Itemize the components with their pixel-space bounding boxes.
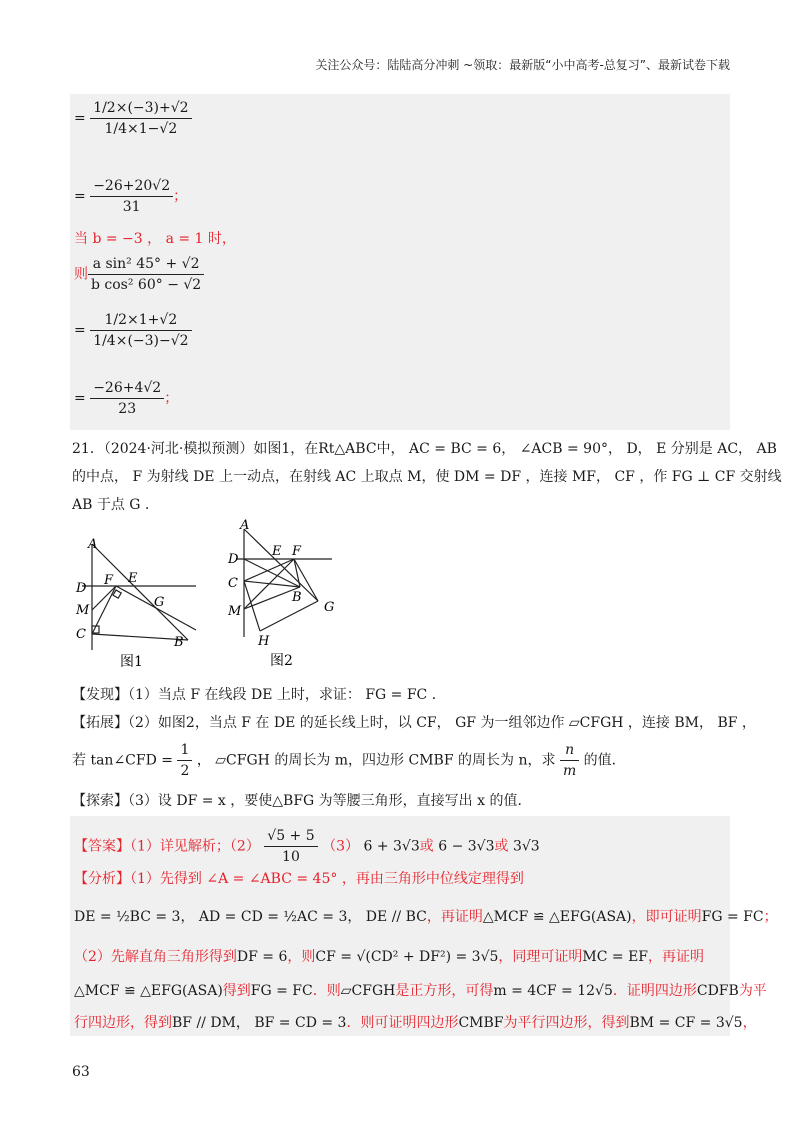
analysis-line-1: 【分析】（1）先得到 ∠A = ∠ABC = 45° ，再由三角形中位线定理得到 [74, 871, 524, 887]
fig1-right-angle-F [113, 590, 121, 598]
case-b-minus3: 当 b = −3 ， a = 1 时， [74, 231, 236, 247]
figure-2 [222, 515, 352, 670]
eq1: = $\frac{1/2\times(-3)+√2}{1/4\times 1-√2}$ [74, 98, 192, 139]
fig1-label-C: C [76, 627, 86, 642]
analysis-line-4: △MCF ≌ △EFG(ASA)得到FG = FC．则▱CFGH是正方形，可得m = 4CF = 12√5．证明四边形CDFB为平 [74, 983, 767, 999]
question-2b: 若 tan∠CFD = $\frac{1}{2}$ ， ▱CFGH 的周长为 m，四边形 CMBF 的周长为 n，求 $\frac{n}{m}$ 的值． [72, 742, 626, 779]
fig1-label-E: E [128, 571, 138, 586]
analysis-line-5: 行四边形，得到BF // DM， BF = CD = 3．则可证明四边形CMBF为平行四边形，得到BM = CF = 3√5， [74, 1015, 757, 1031]
fig1-label-B: B [174, 635, 184, 650]
fig2-label-G: G [324, 600, 335, 615]
eq3: = $\frac{1/2\times 1+√2}{1/4\times(-3)-√2}$ [74, 310, 192, 351]
fig1-label-G: G [154, 595, 165, 610]
question-1: 【发现】（1）当点 F 在线段 DE 上时，求证： FG = FC ． [72, 687, 446, 703]
fig2-label-H: H [258, 634, 270, 649]
fig2-line-DB [244, 559, 300, 587]
eq2: = $\frac{-26+20√2}{31}$ ； [74, 178, 188, 215]
analysis-line-2: DE = ½BC = 3， AD = CD = ½AC = 3， DE // BC，再证明△MCF ≌ △EFG(ASA)，即可证明FG = FC； [74, 909, 778, 925]
fig1-caption: 图1 [120, 654, 143, 670]
problem-line-2: 的中点， F 为射线 DE 上一动点，在射线 AC 上取点 M，使 DM = DF ，连接 MF， CF ，作 FG ⊥ CF 交射线 [72, 469, 782, 485]
answer-line: 【答案】（1）详见解析；（2） $\frac{√5 + 5}{10}$ （3） 6 + 3√3或 6 − 3√3或 3√3 [74, 828, 540, 865]
expr-line: 则 $\frac{\text{a sin² 45° + √2}}{\text{b cos² 60° − √2}}$ [74, 254, 204, 295]
question-3: 【探索】（3）设 DF = x ，要使△BFG 为等腰三角形，直接写出 x 的值． [72, 793, 532, 809]
fig1-label-F: F [104, 573, 114, 588]
fig2-label-A: A [240, 518, 250, 533]
eq4: = $\frac{-26+4√2}{23}$ ； [74, 380, 179, 417]
problem-line-3: AB 于点 G . [72, 497, 150, 513]
fig2-label-F: F [292, 544, 302, 559]
page-number: 63 [72, 1064, 90, 1080]
fig1-line-CF [92, 586, 116, 634]
fig1-label-A: A [88, 537, 98, 552]
fig2-label-C: C [228, 576, 238, 591]
fig1-label-M: M [76, 603, 90, 618]
fig2-line-CB [244, 581, 300, 587]
fig2-line-HG [260, 601, 318, 631]
analysis-line-3: （2）先解直角三角形得到DF = 6，则CF = √(CD² + DF²) = 3√5，同理可证明MC = EF，再证明 [74, 949, 705, 965]
page-header: 关注公众号：陆陆高分冲刺 ~领取：最新版“小中高考-总复习”、最新试卷下载 [315, 58, 730, 72]
problem-line-1: 21．（2024·河北·模拟预测）如图1，在Rt△ABC中， AC = BC = 6， ∠ACB = 90°， D， E 分别是 AC， AB [72, 441, 777, 457]
fig1-line-MF [92, 586, 116, 610]
fig2-line-MF [244, 559, 294, 609]
figure-1 [70, 530, 210, 670]
fig2-caption: 图2 [270, 653, 293, 669]
fig2-label-M: M [228, 604, 242, 619]
question-2a: 【拓展】（2）如图2，当点 F 在 DE 的延长线上时，以 CF， GF 为一组邻边作 ▱CFGH ，连接 BM， BF ， [72, 715, 756, 731]
fig2-label-E: E [272, 544, 282, 559]
fig2-label-B: B [292, 590, 302, 605]
fig1-line-AB [92, 544, 188, 640]
fig1-label-D: D [76, 581, 87, 596]
fig2-label-D: D [228, 552, 239, 567]
